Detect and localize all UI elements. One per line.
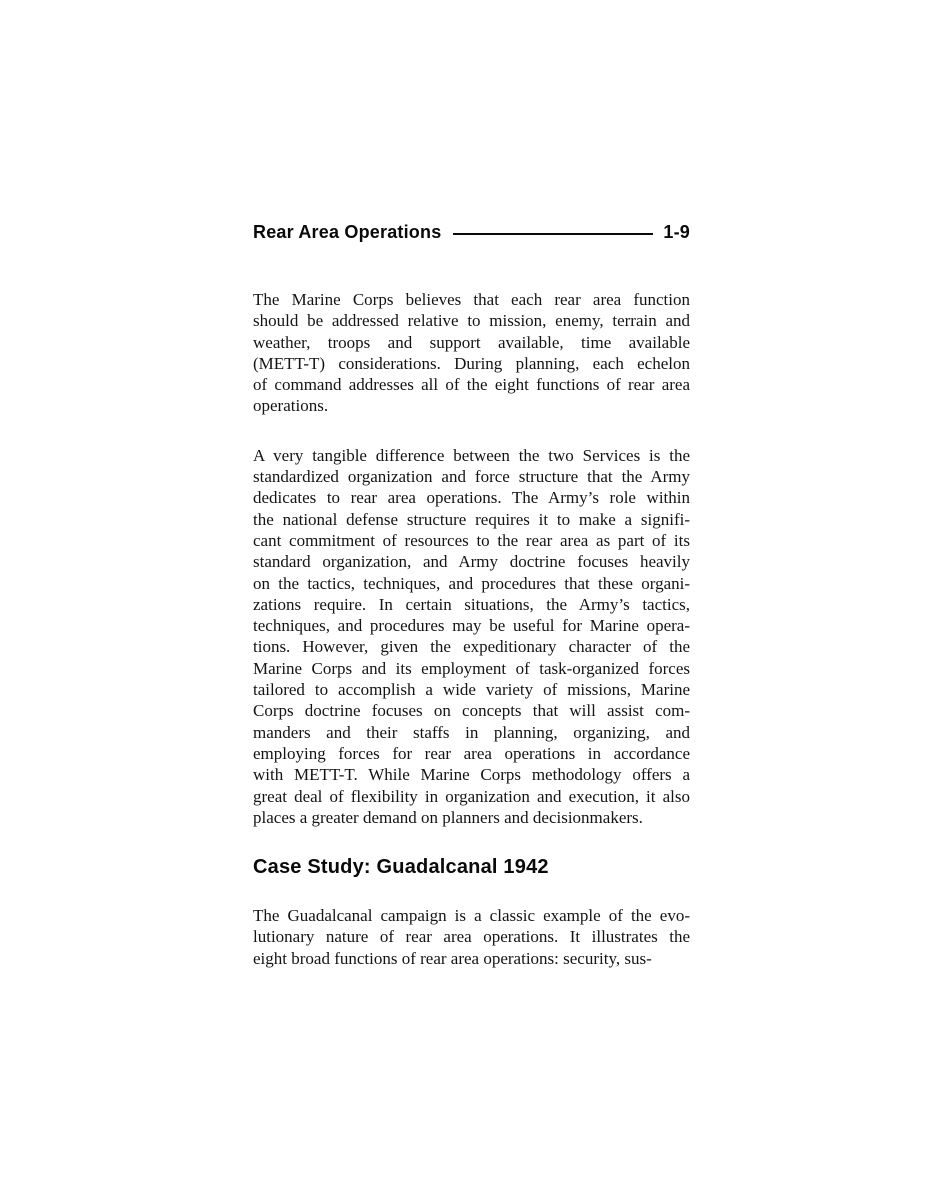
text-line: great deal of flexibility in organization and execution, it also [253,786,690,806]
paragraph [253,445,690,828]
text-line: standard organization, and Army doctrine focuses heavily [253,552,690,572]
page-header [253,222,690,243]
text-line: should be addressed relative to mission, enemy, terrain and [253,311,690,331]
text-line: (METT-T) considerations. During planning, each echelon [253,353,690,373]
paragraph [253,905,690,969]
text-line: techniques, and procedures may be useful for Marine opera- [253,616,690,636]
text-line: The Marine Corps believes that each rear area function [253,290,690,309]
page-number: 1-9 [663,222,690,242]
text-line: tailored to accomplish a wide variety of missions, Marine [253,680,690,700]
text-line: weather, troops and support available, time available [253,332,690,352]
text-line: Marine Corps and its employment of task-organized forces [253,658,690,678]
page-content-column [253,222,690,997]
text-line: on the tactics, techniques, and procedures that these organi- [253,573,690,593]
text-line: cant commitment of resources to the rear area as part of its [253,530,690,550]
text-line: The Guadalcanal campaign is a classic example of the evo- [253,906,690,926]
text-line: places a greater demand on planners and decisionmakers. [253,807,643,827]
section-heading: Case Study: Guadalcanal 1942 [253,856,549,879]
text-line: zations require. In certain situations, the Army’s tactics, [253,594,690,614]
paragraph [253,289,690,417]
text-line: tions. However, given the expeditionary character of the [253,637,690,657]
text-line: standardized organization and force structure that the Army [253,467,690,487]
text-line: eight broad functions of rear area operations: security, sus- [253,948,652,968]
text-line: the national defense structure requires it to make a signifi- [253,509,690,529]
text-line: employing forces for rear area operations in accordance [253,743,690,763]
text-line: A very tangible difference between the two Services is the [253,445,690,465]
body-text [253,289,690,969]
text-line: with METT-T. While Marine Corps methodology offers a [253,765,690,785]
text-line: of command addresses all of the eight functions of rear area [253,375,690,395]
header-rule [453,233,653,235]
text-line: operations. [253,396,329,416]
text-line: manders and their staffs in planning, organizing, and [253,722,690,742]
text-line: Corps doctrine focuses on concepts that will assist com- [253,701,690,721]
text-line: lutionary nature of rear area operations. It illustrates the [253,927,690,947]
text-line: dedicates to rear area operations. The Army’s role within [253,488,690,508]
header-title: Rear Area Operations [253,222,442,242]
